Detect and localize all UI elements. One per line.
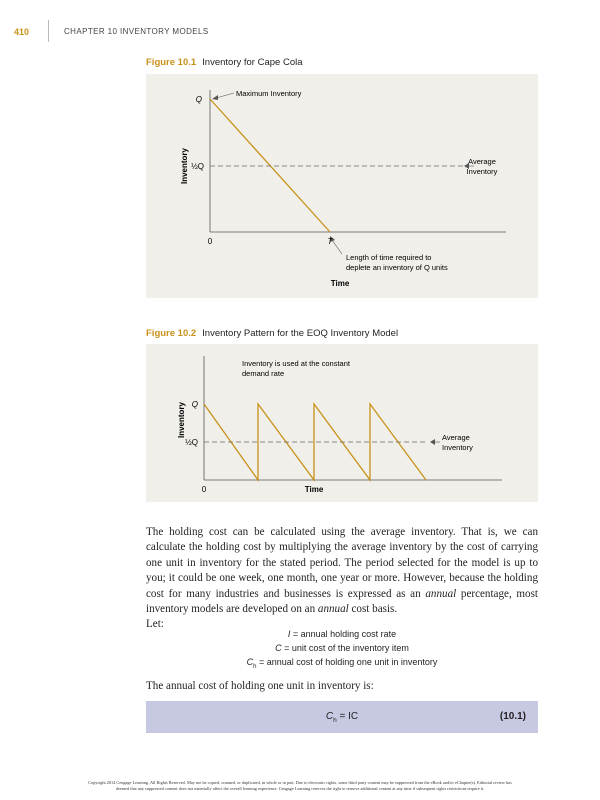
figure2-note-line1: Inventory is used at the constant — [242, 359, 350, 368]
figure1-max-inventory-label: Maximum Inventory — [236, 89, 302, 98]
paragraph-part2: percentage, most inventory models are developed on an — [146, 587, 539, 616]
chapter-title: CHAPTER 10 INVENTORY MODELS — [64, 27, 209, 36]
figure1-max-arrow — [216, 93, 234, 98]
figure2-number: Figure 10.2 — [146, 328, 197, 339]
body-paragraph — [146, 525, 538, 633]
definition-text-c: = unit cost of the inventory item — [281, 643, 409, 653]
definition-symbol-i: I — [287, 629, 291, 639]
definition-unit-cost — [146, 641, 538, 655]
figure2-q-label: Q — [191, 400, 198, 409]
definition-holding-rate — [146, 627, 538, 641]
figure2-origin-label: 0 — [201, 485, 207, 494]
definition-text-ch: = annual cost of holding one unit in inventory — [256, 657, 438, 667]
figure1-t-label: T — [327, 237, 333, 246]
figure1-average-label-line1: Average — [468, 157, 496, 166]
figure1-depletion-line — [210, 99, 330, 232]
figure1-average-label-line2: Inventory — [466, 167, 498, 176]
paragraph-emphasis1: annual — [425, 587, 457, 600]
figure2-title: Inventory Pattern for the EOQ Inventory Model — [202, 328, 399, 339]
figure2-average-label-line2: Inventory — [442, 443, 473, 452]
definition-subscript-h: h — [253, 663, 257, 670]
figure1-t-arrow — [332, 240, 342, 254]
definition-text-i: = annual holding cost rate — [290, 629, 397, 639]
figure2-average-label-line1: Average — [442, 433, 470, 442]
figure1-x-axis-label: Time — [330, 279, 350, 288]
figure1-caption — [146, 57, 303, 68]
copyright-line2: deemed that any suppressed content does not materially affect the overall learning experience. Cengage Learning reserves the right to remove additional content at any time if subsequent rights restrictions require it. — [115, 786, 485, 791]
figure2-note-line2: demand rate — [242, 369, 285, 378]
equation — [146, 711, 538, 724]
figure1-y-axis-label: Inventory — [180, 147, 189, 185]
figure2-panel — [146, 344, 538, 502]
figure1-title: Inventory for Cape Cola — [202, 57, 303, 68]
copyright-notice — [20, 780, 580, 792]
equation-box — [146, 701, 538, 733]
definition-symbol-ch: C — [246, 657, 254, 667]
figure1-chart — [146, 74, 538, 298]
paragraph-part3: cost basis. — [348, 603, 398, 616]
figure2-chart — [146, 344, 538, 502]
equation-number: (10.1) — [499, 711, 526, 722]
figure2-caption — [146, 328, 398, 339]
header-divider — [48, 20, 49, 42]
figure2-x-axis-label: Time — [304, 485, 324, 494]
equation-lead-text: The annual cost of holding one unit in inventory is: — [146, 680, 374, 692]
equation-lhs-subscript: h — [333, 717, 337, 724]
figure2-average-arrowhead — [430, 439, 435, 445]
definition-symbol-c: C — [275, 643, 282, 653]
definitions-list — [146, 627, 538, 674]
figure1-q-label: Q — [195, 95, 202, 104]
page-number: 410 — [14, 27, 30, 37]
figure1-panel — [146, 74, 538, 298]
paragraph-part1: The holding cost can be calculated using the average inventory. That is, we can calculate the holding cost by multiplying the average inventory by the cost of carrying one unit in inventory for the stated period. The period selected for the model is up to you; it could be one week, one month, one year or more. However, because the holding cost for many industries and businesses is expressed as an — [146, 526, 538, 600]
figure1-origin-label: 0 — [207, 237, 213, 246]
equation-lhs: C — [325, 711, 334, 722]
copyright-line1: Copyright 2014 Cengage Learning. All Rights Reserved. May not be copied, scanned, or duplicated, in whole or in part. Due to electronic rights, some third party content may be suppressed from the eBook and/or eChapter(s). Editorial review has — [88, 780, 512, 785]
definition-holding-cost — [146, 655, 538, 674]
figure1-length-note-line2: deplete an inventory of Q units — [346, 263, 448, 272]
let-label: Let: — [146, 618, 164, 631]
figure2-half-q-label: ½Q — [185, 438, 198, 447]
figure1-max-arrowhead — [212, 95, 218, 100]
figure1-length-note-line1: Length of time required to — [346, 253, 432, 262]
figure1-half-q-label: ½Q — [191, 162, 204, 171]
figure1-number: Figure 10.1 — [146, 57, 197, 68]
figure2-y-axis-label: Inventory — [177, 401, 186, 439]
equation-rhs: = IC — [336, 711, 359, 722]
paragraph-emphasis2: annual — [317, 603, 349, 616]
